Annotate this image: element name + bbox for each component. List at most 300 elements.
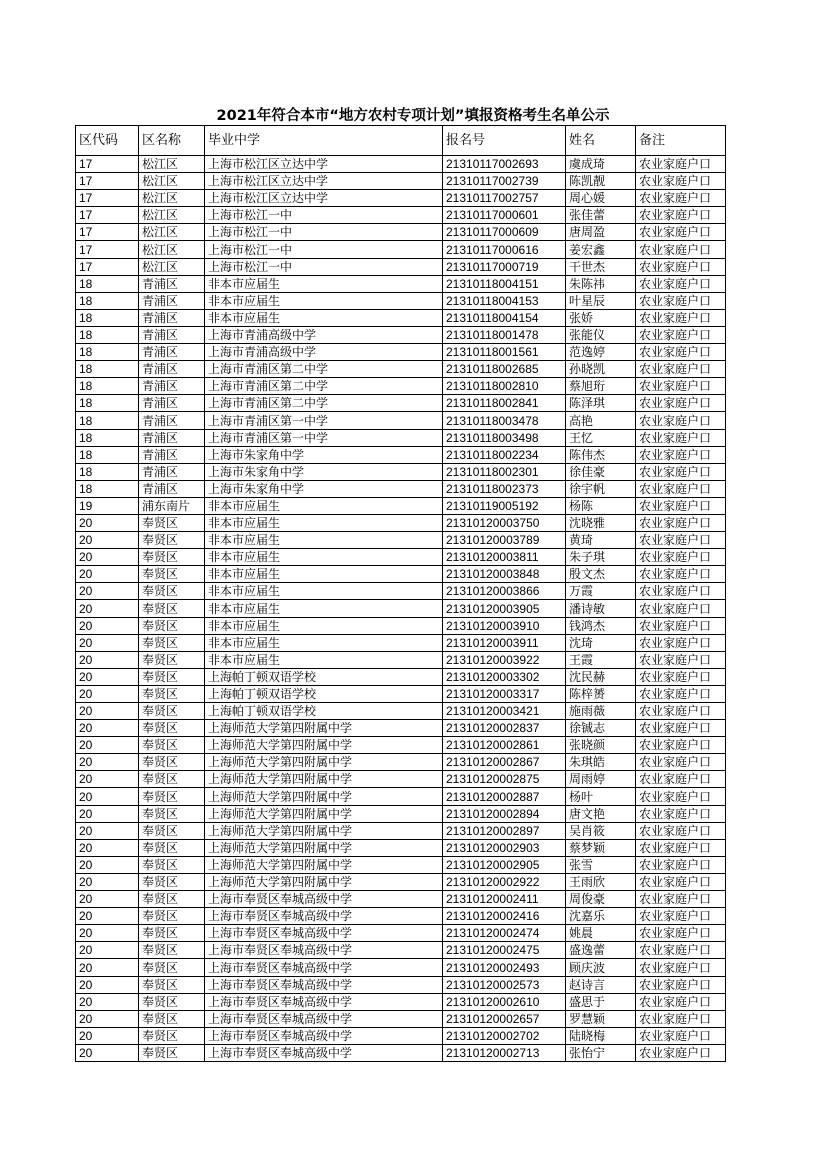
district-name-cell: 奉贤区	[139, 549, 205, 566]
remark-cell: 农业家庭户口	[636, 1027, 726, 1044]
school-cell: 上海市松江一中	[205, 241, 443, 258]
district-name-cell: 奉贤区	[139, 703, 205, 720]
table-row	[76, 651, 726, 668]
registration-number-cell: 21310120003789	[443, 532, 566, 549]
registration-number-cell: 21310120002887	[443, 788, 566, 805]
district-code-cell: 20	[76, 959, 139, 976]
remark-cell: 农业家庭户口	[636, 891, 726, 908]
district-code-cell: 20	[76, 1044, 139, 1061]
remark-cell: 农业家庭户口	[636, 241, 726, 258]
table-row	[76, 856, 726, 873]
registration-number-cell: 21310118002810	[443, 378, 566, 395]
table-row	[76, 1010, 726, 1027]
district-name-cell: 奉贤区	[139, 566, 205, 583]
table-row	[76, 805, 726, 822]
registration-number-cell: 21310120002493	[443, 959, 566, 976]
registration-number-cell: 21310118001561	[443, 344, 566, 361]
registration-number-cell: 21310118004154	[443, 309, 566, 326]
district-name-cell: 青浦区	[139, 309, 205, 326]
remark-cell: 农业家庭户口	[636, 771, 726, 788]
school-cell: 上海市奉贤区奉城高级中学	[205, 993, 443, 1010]
table-row	[76, 207, 726, 224]
registration-number-cell: 21310120002875	[443, 771, 566, 788]
table-row	[76, 275, 726, 292]
district-code-cell: 20	[76, 737, 139, 754]
school-cell: 非本市应届生	[205, 600, 443, 617]
district-name-cell: 青浦区	[139, 463, 205, 480]
school-cell: 上海市青浦高级中学	[205, 326, 443, 343]
district-name-cell: 奉贤区	[139, 634, 205, 651]
remark-cell: 农业家庭户口	[636, 207, 726, 224]
table-row	[76, 668, 726, 685]
registration-number-cell: 21310117002757	[443, 190, 566, 207]
student-name-cell: 唐周盈	[566, 224, 636, 241]
district-code-cell: 17	[76, 241, 139, 258]
district-name-cell: 奉贤区	[139, 583, 205, 600]
table-row	[76, 378, 726, 395]
district-name-cell: 青浦区	[139, 378, 205, 395]
student-name-cell: 盛逸蕾	[566, 942, 636, 959]
student-name-cell: 张佳蕾	[566, 207, 636, 224]
table-row	[76, 976, 726, 993]
district-code-cell: 20	[76, 1010, 139, 1027]
school-cell: 上海市朱家角中学	[205, 463, 443, 480]
district-name-cell: 松江区	[139, 207, 205, 224]
district-code-cell: 20	[76, 942, 139, 959]
district-code-cell: 20	[76, 754, 139, 771]
registration-number-cell: 21310120003811	[443, 549, 566, 566]
table-row	[76, 685, 726, 702]
student-name-cell: 沈晓雅	[566, 514, 636, 531]
table-row	[76, 1027, 726, 1044]
registration-number-cell: 21310120002861	[443, 737, 566, 754]
remark-cell: 农业家庭户口	[636, 566, 726, 583]
remark-cell: 农业家庭户口	[636, 412, 726, 429]
student-name-cell: 吴肖筱	[566, 822, 636, 839]
registration-number-cell: 21310120003910	[443, 617, 566, 634]
district-code-cell: 20	[76, 685, 139, 702]
remark-cell: 农业家庭户口	[636, 156, 726, 173]
district-name-cell: 奉贤区	[139, 873, 205, 890]
student-name-cell: 顾庆波	[566, 959, 636, 976]
district-code-cell: 17	[76, 224, 139, 241]
table-row	[76, 514, 726, 531]
student-name-cell: 陈凯靓	[566, 173, 636, 190]
district-code-cell: 18	[76, 412, 139, 429]
district-code-cell: 18	[76, 275, 139, 292]
district-name-cell: 浦东南片	[139, 497, 205, 514]
district-name-cell: 奉贤区	[139, 891, 205, 908]
remark-cell: 农业家庭户口	[636, 703, 726, 720]
district-code-cell: 20	[76, 771, 139, 788]
remark-cell: 农业家庭户口	[636, 361, 726, 378]
school-cell: 上海师范大学第四附属中学	[205, 822, 443, 839]
school-cell: 上海市奉贤区奉城高级中学	[205, 891, 443, 908]
district-name-cell: 松江区	[139, 156, 205, 173]
district-name-cell: 奉贤区	[139, 788, 205, 805]
school-cell: 上海市奉贤区奉城高级中学	[205, 976, 443, 993]
school-cell: 上海师范大学第四附属中学	[205, 788, 443, 805]
district-name-cell: 青浦区	[139, 344, 205, 361]
district-code-cell: 18	[76, 446, 139, 463]
remark-cell: 农业家庭户口	[636, 378, 726, 395]
district-code-cell: 20	[76, 720, 139, 737]
student-name-cell: 陈梓赟	[566, 685, 636, 702]
table-header-row	[76, 126, 726, 156]
table-row	[76, 173, 726, 190]
district-code-cell: 18	[76, 395, 139, 412]
registration-number-cell: 21310120003302	[443, 668, 566, 685]
registration-number-cell: 21310120002475	[443, 942, 566, 959]
district-name-cell: 奉贤区	[139, 993, 205, 1010]
remark-cell: 农业家庭户口	[636, 190, 726, 207]
district-code-cell: 18	[76, 309, 139, 326]
student-name-cell: 陈伟杰	[566, 446, 636, 463]
district-code-cell: 19	[76, 497, 139, 514]
school-cell: 上海师范大学第四附属中学	[205, 754, 443, 771]
remark-cell: 农业家庭户口	[636, 668, 726, 685]
table-row	[76, 993, 726, 1010]
school-cell: 上海师范大学第四附属中学	[205, 839, 443, 856]
district-code-cell: 20	[76, 566, 139, 583]
student-name-cell: 万霞	[566, 583, 636, 600]
registration-number-cell: 21310117000609	[443, 224, 566, 241]
district-name-cell: 奉贤区	[139, 908, 205, 925]
registration-number-cell: 21310120002573	[443, 976, 566, 993]
school-cell: 上海市青浦区第二中学	[205, 378, 443, 395]
school-cell: 上海师范大学第四附属中学	[205, 873, 443, 890]
table-row	[76, 241, 726, 258]
school-cell: 非本市应届生	[205, 292, 443, 309]
district-name-cell: 松江区	[139, 241, 205, 258]
student-name-cell: 虞成琦	[566, 156, 636, 173]
school-cell: 非本市应届生	[205, 532, 443, 549]
district-code-cell: 20	[76, 908, 139, 925]
table-row	[76, 634, 726, 651]
registration-number-cell: 21310118002234	[443, 446, 566, 463]
student-name-cell: 干世杰	[566, 258, 636, 275]
student-name-cell: 钱鸿杰	[566, 617, 636, 634]
table-row	[76, 754, 726, 771]
student-name-cell: 张晓颜	[566, 737, 636, 754]
district-code-cell: 20	[76, 839, 139, 856]
student-name-cell: 张娇	[566, 309, 636, 326]
district-code-cell: 20	[76, 600, 139, 617]
district-code-cell: 18	[76, 429, 139, 446]
table-row	[76, 549, 726, 566]
remark-cell: 农业家庭户口	[636, 942, 726, 959]
registration-number-cell: 21310120002867	[443, 754, 566, 771]
student-name-cell: 陆晓梅	[566, 1027, 636, 1044]
registration-number-cell: 21310120002411	[443, 891, 566, 908]
school-cell: 上海市青浦区第一中学	[205, 412, 443, 429]
table-row	[76, 771, 726, 788]
registration-number-cell: 21310118001478	[443, 326, 566, 343]
remark-cell: 农业家庭户口	[636, 822, 726, 839]
table-row	[76, 224, 726, 241]
table-row	[76, 788, 726, 805]
header-remark: 备注	[636, 126, 726, 156]
district-name-cell: 奉贤区	[139, 651, 205, 668]
student-name-cell: 殷文杰	[566, 566, 636, 583]
table-row	[76, 344, 726, 361]
district-name-cell: 奉贤区	[139, 532, 205, 549]
school-cell: 上海师范大学第四附属中学	[205, 805, 443, 822]
student-name-cell: 范逸婷	[566, 344, 636, 361]
school-cell: 非本市应届生	[205, 275, 443, 292]
district-name-cell: 奉贤区	[139, 685, 205, 702]
header-district-code: 区代码	[76, 126, 139, 156]
school-cell: 上海市奉贤区奉城高级中学	[205, 1044, 443, 1061]
district-name-cell: 青浦区	[139, 395, 205, 412]
remark-cell: 农业家庭户口	[636, 959, 726, 976]
table-row	[76, 822, 726, 839]
district-name-cell: 奉贤区	[139, 1044, 205, 1061]
school-cell: 上海市奉贤区奉城高级中学	[205, 908, 443, 925]
student-name-cell: 赵诗言	[566, 976, 636, 993]
district-name-cell: 奉贤区	[139, 514, 205, 531]
district-code-cell: 20	[76, 532, 139, 549]
student-name-cell: 姜宏鑫	[566, 241, 636, 258]
registration-number-cell: 21310120002903	[443, 839, 566, 856]
registration-number-cell: 21310120003421	[443, 703, 566, 720]
district-code-cell: 20	[76, 514, 139, 531]
district-name-cell: 奉贤区	[139, 754, 205, 771]
remark-cell: 农业家庭户口	[636, 395, 726, 412]
table-row	[76, 720, 726, 737]
remark-cell: 农业家庭户口	[636, 634, 726, 651]
table-row	[76, 925, 726, 942]
remark-cell: 农业家庭户口	[636, 497, 726, 514]
district-name-cell: 奉贤区	[139, 839, 205, 856]
district-name-cell: 青浦区	[139, 326, 205, 343]
school-cell: 非本市应届生	[205, 634, 443, 651]
district-code-cell: 20	[76, 822, 139, 839]
district-name-cell: 奉贤区	[139, 805, 205, 822]
school-cell: 非本市应届生	[205, 617, 443, 634]
school-cell: 非本市应届生	[205, 583, 443, 600]
remark-cell: 农业家庭户口	[636, 224, 726, 241]
table-row	[76, 412, 726, 429]
remark-cell: 农业家庭户口	[636, 720, 726, 737]
registration-number-cell: 21310117002739	[443, 173, 566, 190]
school-cell: 上海市松江区立达中学	[205, 190, 443, 207]
district-name-cell: 奉贤区	[139, 959, 205, 976]
school-cell: 上海市青浦高级中学	[205, 344, 443, 361]
student-name-cell: 潘诗敏	[566, 600, 636, 617]
district-name-cell: 奉贤区	[139, 737, 205, 754]
remark-cell: 农业家庭户口	[636, 993, 726, 1010]
district-name-cell: 奉贤区	[139, 942, 205, 959]
student-name-cell: 叶星辰	[566, 292, 636, 309]
remark-cell: 农业家庭户口	[636, 1010, 726, 1027]
district-name-cell: 奉贤区	[139, 668, 205, 685]
district-code-cell: 20	[76, 668, 139, 685]
school-cell: 非本市应届生	[205, 497, 443, 514]
registration-number-cell: 21310117000601	[443, 207, 566, 224]
remark-cell: 农业家庭户口	[636, 549, 726, 566]
remark-cell: 农业家庭户口	[636, 873, 726, 890]
registration-number-cell: 21310118002685	[443, 361, 566, 378]
remark-cell: 农业家庭户口	[636, 976, 726, 993]
student-name-cell: 陈泽琪	[566, 395, 636, 412]
school-cell: 非本市应届生	[205, 651, 443, 668]
registration-number-cell: 21310120003848	[443, 566, 566, 583]
school-cell: 上海市奉贤区奉城高级中学	[205, 1010, 443, 1027]
registration-number-cell: 21310118003478	[443, 412, 566, 429]
school-cell: 上海师范大学第四附属中学	[205, 720, 443, 737]
student-name-cell: 沈嘉乐	[566, 908, 636, 925]
district-code-cell: 20	[76, 634, 139, 651]
remark-cell: 农业家庭户口	[636, 737, 726, 754]
registration-number-cell: 21310120003317	[443, 685, 566, 702]
table-row	[76, 292, 726, 309]
district-name-cell: 奉贤区	[139, 771, 205, 788]
school-cell: 上海市朱家角中学	[205, 446, 443, 463]
district-name-cell: 奉贤区	[139, 1027, 205, 1044]
district-code-cell: 20	[76, 583, 139, 600]
registration-number-cell: 21310120002897	[443, 822, 566, 839]
school-cell: 上海市青浦区第二中学	[205, 395, 443, 412]
district-name-cell: 奉贤区	[139, 720, 205, 737]
school-cell: 上海帕丁顿双语学校	[205, 685, 443, 702]
student-name-cell: 孙晓凯	[566, 361, 636, 378]
table-row	[76, 942, 726, 959]
registration-number-cell: 21310120002922	[443, 873, 566, 890]
district-code-cell: 18	[76, 361, 139, 378]
header-school: 毕业中学	[205, 126, 443, 156]
district-code-cell: 18	[76, 480, 139, 497]
remark-cell: 农业家庭户口	[636, 309, 726, 326]
school-cell: 非本市应届生	[205, 566, 443, 583]
district-code-cell: 17	[76, 258, 139, 275]
table-row	[76, 463, 726, 480]
district-code-cell: 20	[76, 925, 139, 942]
registration-number-cell: 21310117000616	[443, 241, 566, 258]
registration-number-cell: 21310120003866	[443, 583, 566, 600]
registration-number-cell: 21310118002301	[443, 463, 566, 480]
table-row	[76, 309, 726, 326]
remark-cell: 农业家庭户口	[636, 583, 726, 600]
school-cell: 非本市应届生	[205, 309, 443, 326]
table-row	[76, 480, 726, 497]
student-name-cell: 王雨欣	[566, 873, 636, 890]
district-name-cell: 青浦区	[139, 361, 205, 378]
remark-cell: 农业家庭户口	[636, 856, 726, 873]
registration-number-cell: 21310120002713	[443, 1044, 566, 1061]
school-cell: 上海市松江区立达中学	[205, 156, 443, 173]
district-code-cell: 18	[76, 326, 139, 343]
district-code-cell: 20	[76, 1027, 139, 1044]
table-row	[76, 190, 726, 207]
school-cell: 上海市奉贤区奉城高级中学	[205, 1027, 443, 1044]
remark-cell: 农业家庭户口	[636, 805, 726, 822]
district-code-cell: 18	[76, 344, 139, 361]
district-name-cell: 青浦区	[139, 446, 205, 463]
student-name-cell: 施雨薇	[566, 703, 636, 720]
district-code-cell: 17	[76, 173, 139, 190]
remark-cell: 农业家庭户口	[636, 463, 726, 480]
district-name-cell: 奉贤区	[139, 617, 205, 634]
table-row	[76, 737, 726, 754]
district-code-cell: 18	[76, 463, 139, 480]
registration-number-cell: 21310120002702	[443, 1027, 566, 1044]
table-row	[76, 361, 726, 378]
table-row	[76, 891, 726, 908]
header-student-name: 姓名	[566, 126, 636, 156]
registration-number-cell: 21310120002416	[443, 908, 566, 925]
table-row	[76, 497, 726, 514]
district-code-cell: 20	[76, 805, 139, 822]
school-cell: 非本市应届生	[205, 549, 443, 566]
table-row	[76, 1044, 726, 1061]
student-name-cell: 杨叶	[566, 788, 636, 805]
page-title: 2021年符合本市“地方农村专项计划”填报资格考生名单公示	[216, 108, 610, 124]
school-cell: 上海市松江一中	[205, 224, 443, 241]
district-code-cell: 17	[76, 156, 139, 173]
district-code-cell: 20	[76, 993, 139, 1010]
district-code-cell: 17	[76, 190, 139, 207]
school-cell: 上海市青浦区第一中学	[205, 429, 443, 446]
school-cell: 上海师范大学第四附属中学	[205, 771, 443, 788]
district-code-cell: 20	[76, 788, 139, 805]
student-name-cell: 黄琦	[566, 532, 636, 549]
remark-cell: 农业家庭户口	[636, 292, 726, 309]
student-name-cell: 姚晨	[566, 925, 636, 942]
student-name-cell: 唐文艳	[566, 805, 636, 822]
student-name-cell: 朱琪皓	[566, 754, 636, 771]
table-row	[76, 446, 726, 463]
student-name-cell: 盛思于	[566, 993, 636, 1010]
school-cell: 上海市松江区立达中学	[205, 173, 443, 190]
student-name-cell: 高艳	[566, 412, 636, 429]
student-name-cell: 徐铖志	[566, 720, 636, 737]
district-name-cell: 青浦区	[139, 429, 205, 446]
table-row	[76, 258, 726, 275]
remark-cell: 农业家庭户口	[636, 344, 726, 361]
header-district-name: 区名称	[139, 126, 205, 156]
remark-cell: 农业家庭户口	[636, 429, 726, 446]
district-name-cell: 奉贤区	[139, 600, 205, 617]
table-row	[76, 873, 726, 890]
table-row	[76, 532, 726, 549]
district-code-cell: 20	[76, 549, 139, 566]
registration-number-cell: 21310120002894	[443, 805, 566, 822]
school-cell: 上海市松江一中	[205, 258, 443, 275]
district-code-cell: 20	[76, 891, 139, 908]
remark-cell: 农业家庭户口	[636, 651, 726, 668]
registration-number-cell: 21310120003922	[443, 651, 566, 668]
district-name-cell: 青浦区	[139, 292, 205, 309]
school-cell: 上海市青浦区第二中学	[205, 361, 443, 378]
remark-cell: 农业家庭户口	[636, 326, 726, 343]
student-name-cell: 蔡梦颖	[566, 839, 636, 856]
district-name-cell: 青浦区	[139, 412, 205, 429]
remark-cell: 农业家庭户口	[636, 532, 726, 549]
table-row	[76, 839, 726, 856]
registration-number-cell: 21310120002837	[443, 720, 566, 737]
student-name-cell: 罗慧颖	[566, 1010, 636, 1027]
remark-cell: 农业家庭户口	[636, 839, 726, 856]
school-cell: 上海市松江一中	[205, 207, 443, 224]
roster-table	[75, 125, 726, 1062]
student-name-cell: 周俊豪	[566, 891, 636, 908]
district-name-cell: 松江区	[139, 258, 205, 275]
remark-cell: 农业家庭户口	[636, 1044, 726, 1061]
registration-number-cell: 21310120003911	[443, 634, 566, 651]
district-code-cell: 18	[76, 292, 139, 309]
registration-number-cell: 21310118003498	[443, 429, 566, 446]
